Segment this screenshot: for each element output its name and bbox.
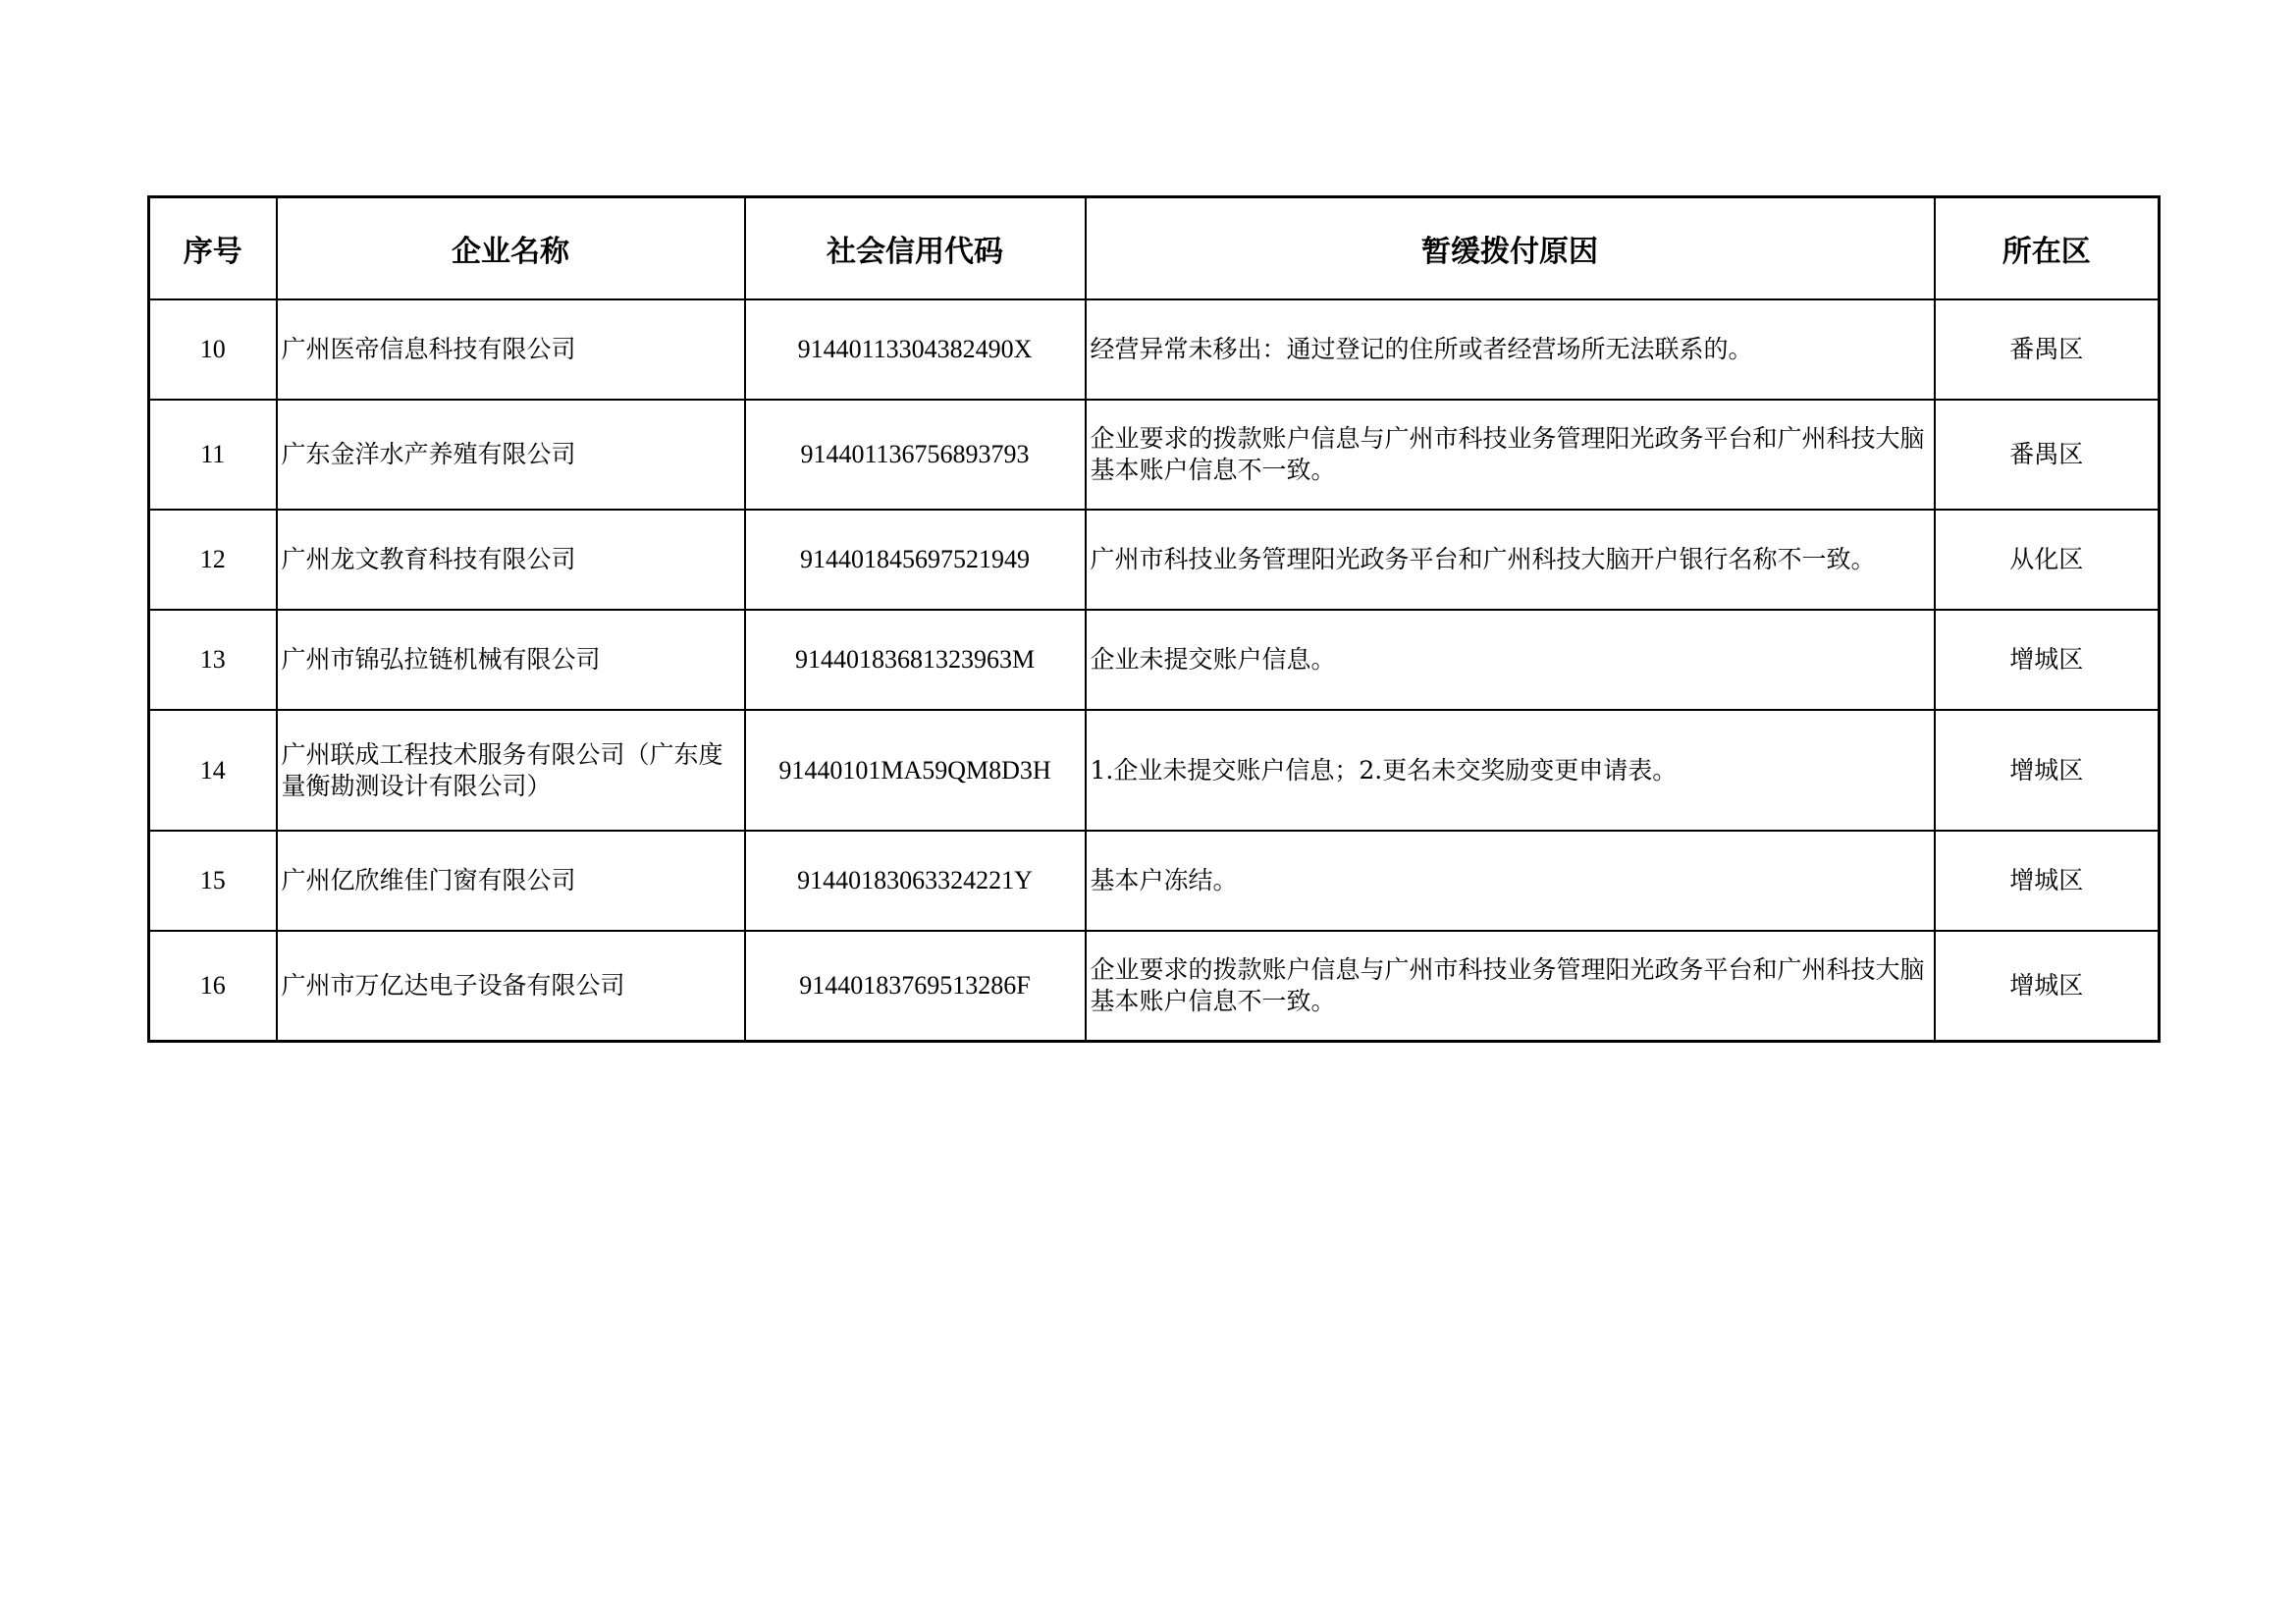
cell-serial-number: 13 xyxy=(149,610,277,710)
cell-company-name: 广州联成工程技术服务有限公司（广东度量衡勘测设计有限公司） xyxy=(277,710,745,831)
cell-credit-code: 914401845697521949 xyxy=(745,510,1086,610)
cell-serial-number: 15 xyxy=(149,831,277,931)
cell-company-name: 广州亿欣维佳门窗有限公司 xyxy=(277,831,745,931)
cell-company-name: 广州市万亿达电子设备有限公司 xyxy=(277,931,745,1041)
cell-suspension-reason: 经营异常未移出：通过登记的住所或者经营场所无法联系的。 xyxy=(1086,299,1935,400)
cell-suspension-reason: 广州市科技业务管理阳光政务平台和广州科技大脑开户银行名称不一致。 xyxy=(1086,510,1935,610)
cell-serial-number: 16 xyxy=(149,931,277,1041)
cell-district: 增城区 xyxy=(1935,931,2160,1041)
cell-district: 增城区 xyxy=(1935,710,2160,831)
cell-credit-code: 91440101MA59QM8D3H xyxy=(745,710,1086,831)
header-district: 所在区 xyxy=(1935,197,2160,300)
cell-district: 番禺区 xyxy=(1935,400,2160,510)
cell-credit-code: 914401136756893793 xyxy=(745,400,1086,510)
cell-serial-number: 10 xyxy=(149,299,277,400)
table-row xyxy=(149,299,2160,400)
table-row xyxy=(149,710,2160,831)
cell-company-name: 广州医帝信息科技有限公司 xyxy=(277,299,745,400)
cell-serial-number: 12 xyxy=(149,510,277,610)
table-row xyxy=(149,610,2160,710)
table-row xyxy=(149,831,2160,931)
header-suspension-reason: 暂缓拨付原因 xyxy=(1086,197,1935,300)
cell-district: 增城区 xyxy=(1935,831,2160,931)
cell-district: 从化区 xyxy=(1935,510,2160,610)
table-row xyxy=(149,931,2160,1041)
cell-suspension-reason: 企业要求的拨款账户信息与广州市科技业务管理阳光政务平台和广州科技大脑基本账户信息不一致。 xyxy=(1086,400,1935,510)
cell-company-name: 广州龙文教育科技有限公司 xyxy=(277,510,745,610)
suspended-payment-table xyxy=(147,195,2161,1043)
cell-credit-code: 91440183769513286F xyxy=(745,931,1086,1041)
cell-district: 番禺区 xyxy=(1935,299,2160,400)
cell-suspension-reason: 企业要求的拨款账户信息与广州市科技业务管理阳光政务平台和广州科技大脑基本账户信息不一致。 xyxy=(1086,931,1935,1041)
header-credit-code: 社会信用代码 xyxy=(745,197,1086,300)
table-row xyxy=(149,510,2160,610)
cell-credit-code: 91440183063324221Y xyxy=(745,831,1086,931)
table-header-row xyxy=(149,197,2160,300)
table-row xyxy=(149,400,2160,510)
cell-credit-code: 91440183681323963M xyxy=(745,610,1086,710)
cell-credit-code: 91440113304382490X xyxy=(745,299,1086,400)
suspended-payment-table-container xyxy=(147,195,2158,1043)
cell-serial-number: 14 xyxy=(149,710,277,831)
cell-serial-number: 11 xyxy=(149,400,277,510)
header-serial-number: 序号 xyxy=(149,197,277,300)
cell-company-name: 广东金洋水产养殖有限公司 xyxy=(277,400,745,510)
cell-district: 增城区 xyxy=(1935,610,2160,710)
header-company-name: 企业名称 xyxy=(277,197,745,300)
cell-suspension-reason: 基本户冻结。 xyxy=(1086,831,1935,931)
cell-company-name: 广州市锦弘拉链机械有限公司 xyxy=(277,610,745,710)
cell-suspension-reason: 企业未提交账户信息。 xyxy=(1086,610,1935,710)
cell-suspension-reason: 1.企业未提交账户信息；2.更名未交奖励变更申请表。 xyxy=(1086,710,1935,831)
